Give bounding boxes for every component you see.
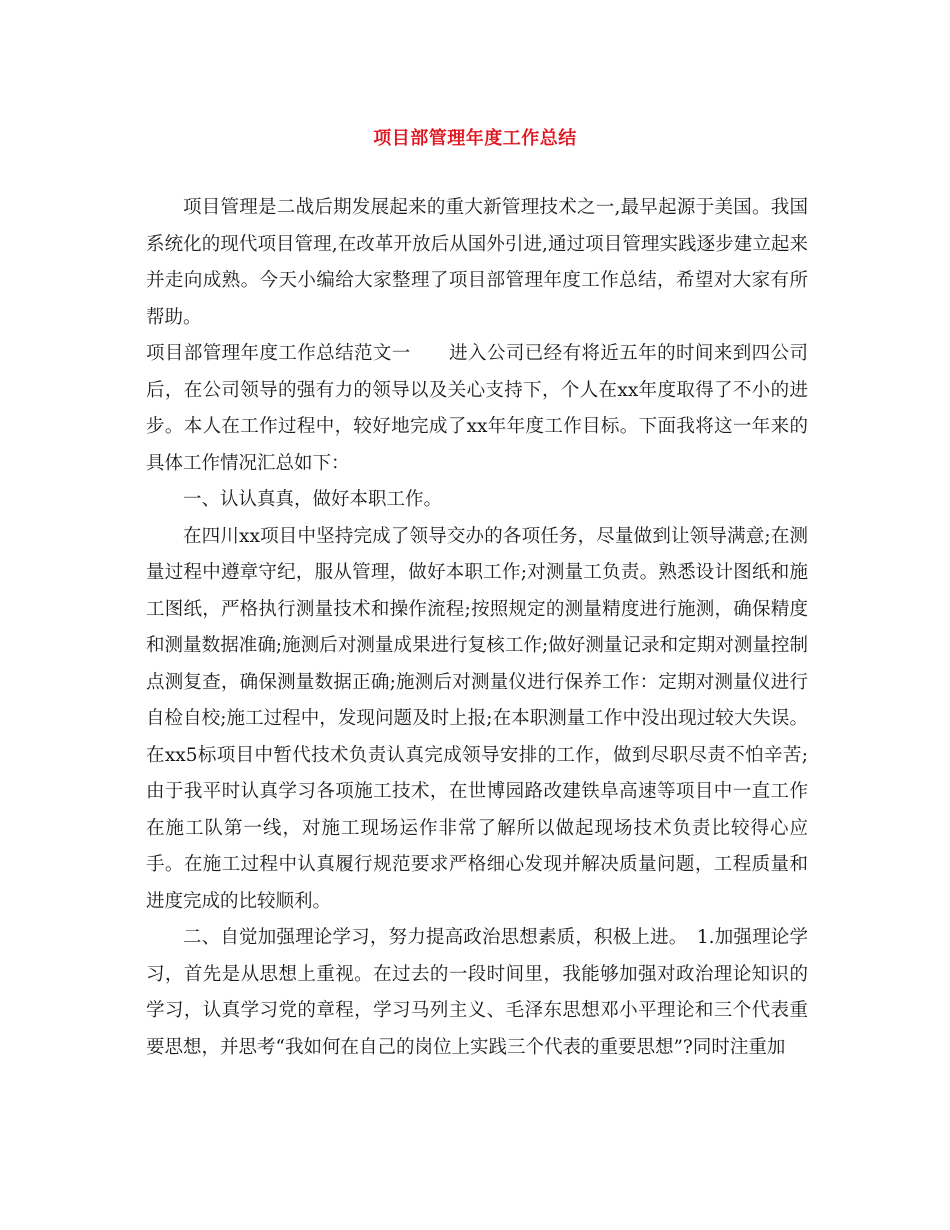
section-1-body: 在四川xx项目中坚持完成了领导交办的各项任务，尽量做到让领导满意;在测量过程中遵章守纪，服从管理，做好本职工作;对测量工负责。熟悉设计图纸和施工图纸，严格执行测量技术和操作流程;按照规定的测量精度进行施测，确保精度和测量数据准确;施测后对测量成果进行复核工作;做好测量记录和定期对测量控制点测复查，确保测量数据正确;施测后对测量仪进行保养工作：定期对测量仪进行自检自校;施工过程中，发现问题及时上报;在本职测量工作中没出现过较大失误。在xx5标项目中暂代技术负责认真完成领导安排的工作，做到尽职尽责不怕辛苦;由于我平时认真学习各项施工技术，在世博园路改建铁阜高速等项目中一直工作在施工队第一线，对施工现场运作非常了解所以做起现场技术负责比较得心应手。在施工过程中认真履行规范要求严格细心发现并解决质量问题，工程质量和进度完成的比较顺利。	[146, 525, 808, 912]
sample-heading: 项目部管理年度工作总结范文一	[146, 343, 411, 364]
section-2-body: 1.加强理论学习，首先是从思想上重视。在过去的一段时间里，我能够加强对政治理论知识的学习，认真学习党的章程，学习马列主义、毛泽东思想邓小平理论和三个代表重要思想，并思考“我如何在自己的岗位上实践三个代表的重要思想”?同时注重加	[146, 927, 808, 1058]
sample-opening: 进入公司已经有将近五年的时间来到四公司后，在公司领导的强有力的领导以及关心支持下，个人在xx年度取得了不小的进步。本人在工作过程中，较好地完成了xx年年度工作目标。下面我将这一年来的具体工作情况汇总如下：	[146, 343, 808, 474]
sample-paragraph	[146, 336, 808, 482]
section-1-heading: 一、认认真真，做好本职工作。	[183, 489, 443, 510]
section-2-heading: 二、自觉加强理论学习，努力提高政治思想素质，积极上进。	[183, 927, 679, 948]
intro-paragraph: 项目管理是二战后期发展起来的重大新管理技术之一,最早起源于美国。我国系统化的现代项目管理,在改革开放后从国外引进,通过项目管理实践逐步建立起来并走向成熟。今天小编给大家整理了项目部管理年度工作总结，希望对大家有所帮助。	[146, 197, 808, 328]
section-2-paragraph	[146, 920, 808, 1066]
document-title: 项目部管理年度工作总结	[373, 128, 577, 149]
document-body	[146, 190, 808, 1066]
